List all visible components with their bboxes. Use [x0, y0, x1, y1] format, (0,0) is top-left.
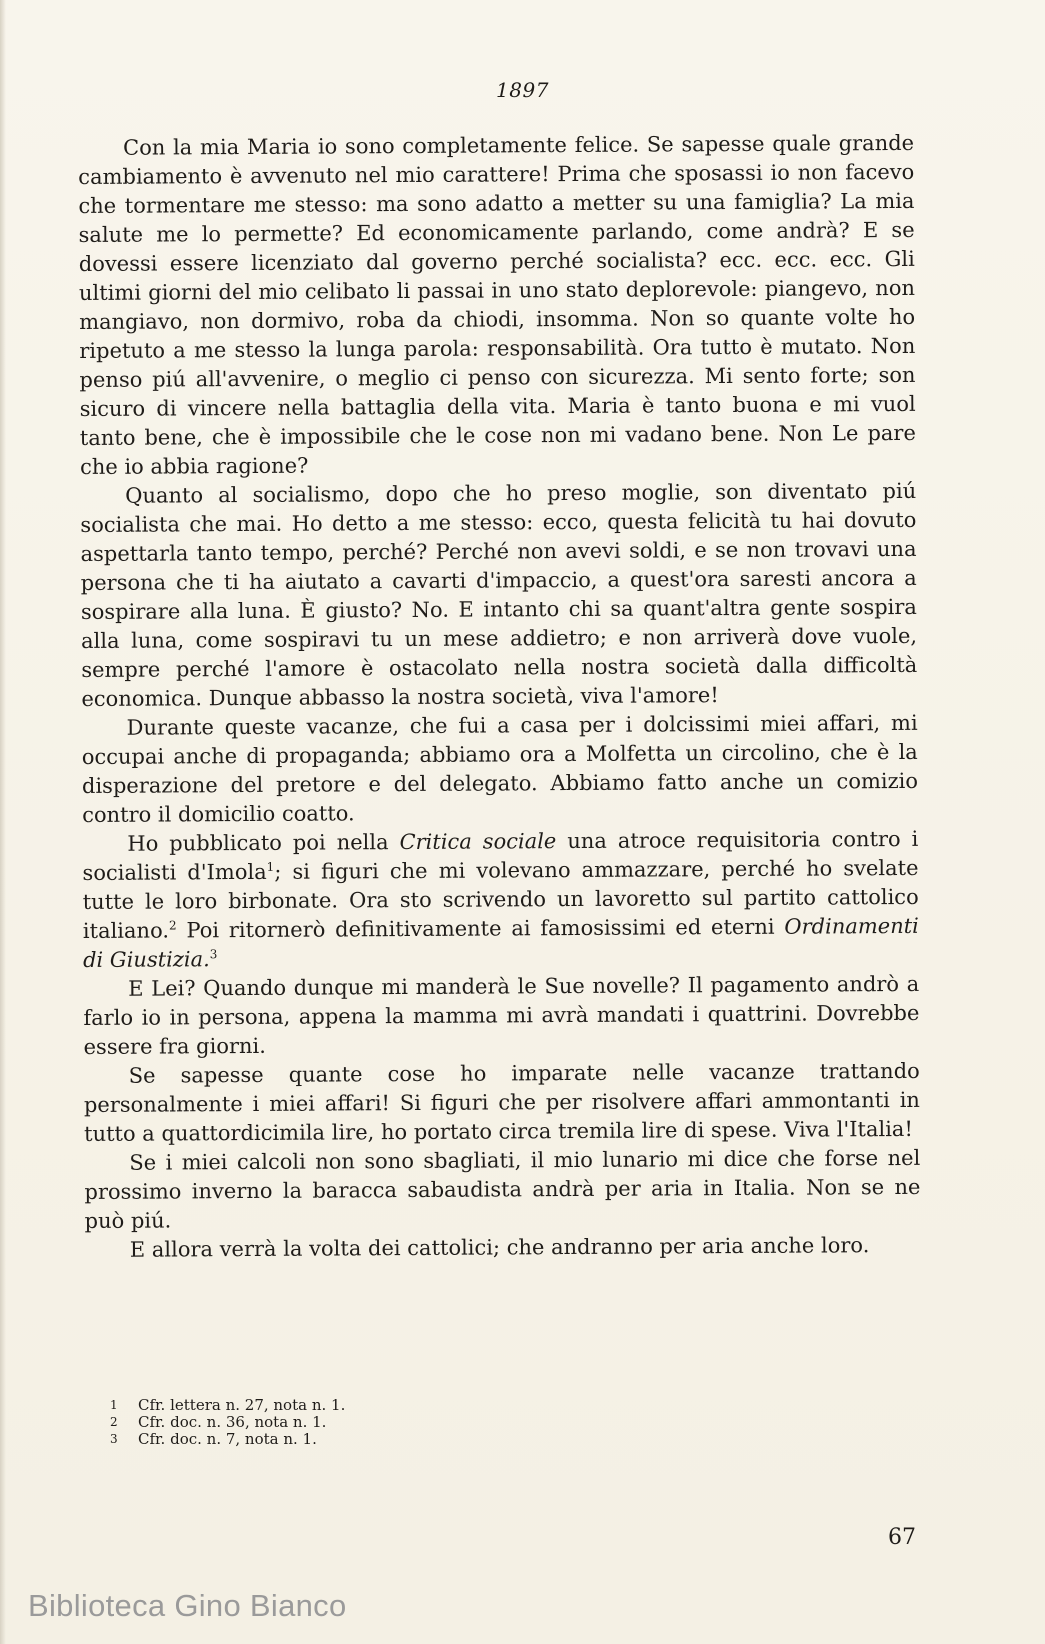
- journal-title-critica-sociale: Critica sociale: [399, 829, 557, 855]
- footnote-ref-1: 1: [266, 859, 275, 874]
- paragraph-4-text-c: una atroce requisitoria contro i socialisti d'Imola: [82, 826, 919, 885]
- running-head-year: 1897: [496, 78, 549, 102]
- paragraph-4-text-d: ; si figuri che mi volevano ammazzare, perché ho svelate tutte le loro birbonate. Ora sto scrivendo un lavoretto sul partito cattolico italiano.: [82, 855, 919, 943]
- footnote-3: [110, 1430, 616, 1448]
- paragraph-4: [82, 825, 919, 975]
- paragraph-4-text-a: Ho pubblicato poi nella: [127, 830, 400, 856]
- paragraph-8: E allora verrà la volta dei cattolici; che andranno per aria anche loro.: [129, 1233, 870, 1262]
- paragraph-4-text-e: Poi ritornerò definitivamente ai famosissimi ed eterni: [176, 914, 785, 943]
- footnote-number: 1: [110, 1398, 118, 1412]
- footnote-1: [110, 1396, 616, 1414]
- footnote-text: Cfr. lettera n. 27, nota n. 1.: [138, 1396, 346, 1414]
- paragraph-2: Quanto al socialismo, dopo che ho preso moglie, son diventato piú socialista che mai. Ho detto a me stesso: ecco, questa felicità tu hai dovuto aspettarla tanto tempo, perché? Perché non avevi soldi, e se non trovavi una persona che ti ha aiutato a cavarti d'impaccio, a quest'ora saresti ancora a sospirare alla luna. È giusto? No. E intanto chi sa quant'altra gente sospira alla luna, come sospiravi tu un mese addietro; e non arriverà dove vuole, sempre perché l'amore è ostacolato nella nostra società dalla difficoltà economica. Dunque abbasso la nostra società, viva l'amore!: [80, 478, 918, 711]
- page-number: 67: [888, 1525, 916, 1550]
- footnote-number: 3: [110, 1432, 118, 1446]
- paragraph-1: Con la mia Maria io sono completamente felice. Se sapesse quale grande cambiamento è avvenuto nel mio carattere! Prima che sposassi io non facevo che tormentare me stesso: ma sono adatto a metter su una famiglia? La mia salute me lo permette? Ed economicamente parlando, come andrà? E se dovessi essere licenziato dal governo perché socialista? ecc. ecc. ecc. Gli ultimi giorni del mio celibato li passai in uno stato deplorevole: piangevo, non mangiavo, non dormivo, roba da chiodi, insomma. Non so quante volte ho ripetuto a me stesso la lunga parola: responsabilità. Ora tutto è mutato. Non penso piú all'avvenire, o meglio ci penso con sicurezza. Mi sento forte; son sicuro di vincere nella battaglia della vita. Maria è tanto buona e mi vuol tanto bene, che è impossibile che le cose non mi vadano bene. Non Le pare che io abbia ragione?: [78, 130, 916, 479]
- page-edge-shadow: [0, 0, 6, 1644]
- footnote-number: 2: [110, 1415, 118, 1429]
- paragraph-5: E Lei? Quando dunque mi manderà le Sue novelle? Il pagamento andrò a farlo io in persona, appena la mamma mi avrà mandati i quattrini. Dovrebbe essere fra giorni.: [83, 971, 920, 1059]
- footnote-2: [110, 1413, 616, 1431]
- footnote-text: Cfr. doc. n. 36, nota n. 1.: [138, 1413, 327, 1431]
- paragraph-3: Durante queste vacanze, che fui a casa per i dolcissimi miei affari, mi occupai anche di propaganda; abbiamo ora a Molfetta un circolino, che è la disperazione del pretore e del delegato. Abbiamo fatto anche un comizio contro il domicilio coatto.: [81, 710, 919, 827]
- footnote-ref-3: 3: [209, 947, 218, 962]
- footnotes: [110, 1396, 616, 1448]
- paragraph-6: Se sapesse quante cose ho imparate nelle vacanze trattando personalmente i miei affari! Si figuri che per risolvere affari ammontanti in tutto a quattordicimila lire, ho portato circa tremila lire di spese. Viva l'Italia!: [83, 1058, 920, 1146]
- footnote-text: Cfr. doc. n. 7, nota n. 1.: [138, 1430, 317, 1448]
- letter-body: [78, 129, 921, 1265]
- paragraph-7: Se i miei calcoli non sono sbagliati, il mio lunario mi dice che forse nel prossimo inverno la baracca sabaudista andrà per aria in Italia. Non se ne può piú.: [84, 1145, 921, 1233]
- library-watermark: Biblioteca Gino Bianco: [28, 1588, 347, 1623]
- work-title-ordinamenti: Ordinamenti di Giustizia.: [82, 913, 919, 972]
- footnote-ref-2: 2: [168, 918, 177, 933]
